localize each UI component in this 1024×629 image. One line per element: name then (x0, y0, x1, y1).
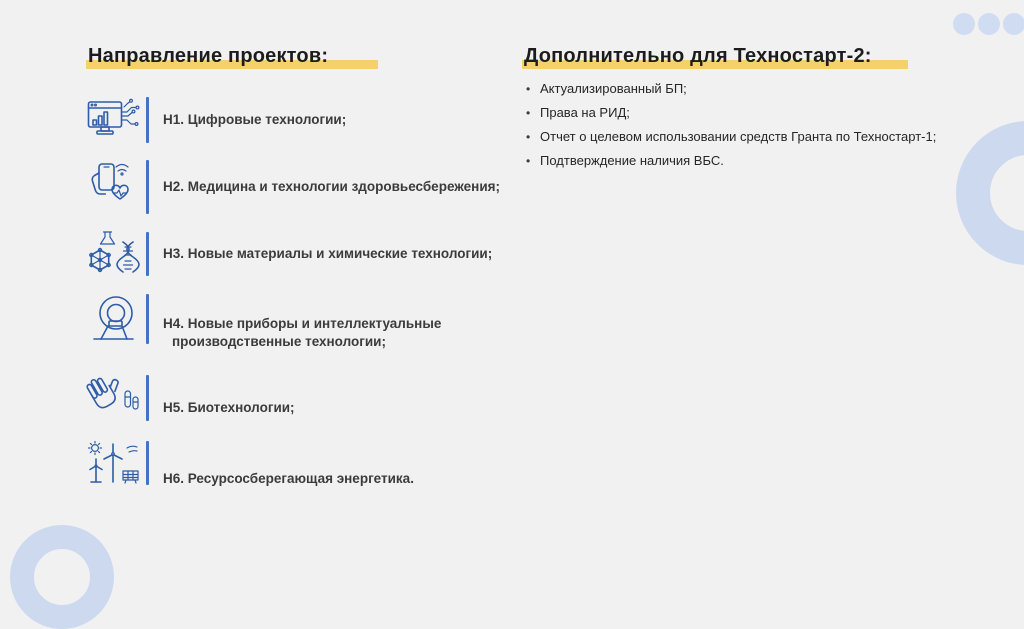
item-divider (146, 294, 149, 344)
bullet-text: Отчет о целевом использовании средств Гранта по Техностарт-1; (540, 129, 937, 144)
project-item (86, 96, 576, 144)
bullet-icon: • (526, 82, 531, 96)
bullet-text: Актуализированный БП; (540, 81, 687, 96)
bullet-icon: • (526, 154, 531, 168)
project-item-label: Н6. Ресурсосберегающая энергетика. (163, 471, 414, 486)
projects-direction-heading (88, 44, 328, 68)
bullet-icon: • (526, 106, 531, 120)
project-item (86, 231, 576, 277)
dot-icon (953, 13, 975, 35)
materials-chemistry-icon (86, 230, 142, 278)
project-item (86, 374, 576, 422)
project-item (86, 293, 576, 349)
technostart2-heading (524, 44, 872, 68)
item-divider (146, 97, 149, 143)
bullet-item (526, 153, 986, 169)
bullet-icon: • (526, 130, 531, 144)
biotechnology-icon (86, 374, 142, 422)
technostart2-bullet-list (526, 81, 986, 177)
project-item-label (163, 315, 441, 351)
item-divider (146, 375, 149, 421)
dot-icon (978, 13, 1000, 35)
label-line-2: производственные технологии; (172, 334, 386, 349)
page-title: Направление проектов: (88, 45, 329, 67)
bullet-text: Права на РИД; (540, 105, 630, 120)
label-line-1: Н4. Новые приборы и интеллектуальные (163, 316, 442, 331)
dot-icon (1003, 13, 1024, 35)
project-item (86, 440, 576, 486)
project-item-label: Н2. Медицина и технологии здоровьесбережения; (163, 179, 500, 194)
project-item (86, 159, 576, 215)
project-item-label: Н1. Цифровые технологии; (163, 112, 347, 127)
bullet-item (526, 105, 986, 121)
devices-production-icon (86, 293, 142, 345)
project-item-label: Н3. Новые материалы и химические технологии; (163, 246, 493, 261)
digital-technologies-icon (86, 95, 142, 145)
project-item-label: Н5. Биотехнологии; (163, 400, 295, 415)
bullet-item (526, 129, 986, 145)
ring-icon (10, 525, 114, 629)
medicine-health-icon (86, 161, 142, 213)
section-title: Дополнительно для Техностарт-2: (524, 45, 872, 67)
energy-saving-icon (86, 440, 142, 486)
item-divider (146, 160, 149, 214)
bullet-item (526, 81, 986, 97)
bullet-text: Подтверждение наличия ВБС. (540, 153, 724, 168)
item-divider (146, 232, 149, 276)
item-divider (146, 441, 149, 485)
